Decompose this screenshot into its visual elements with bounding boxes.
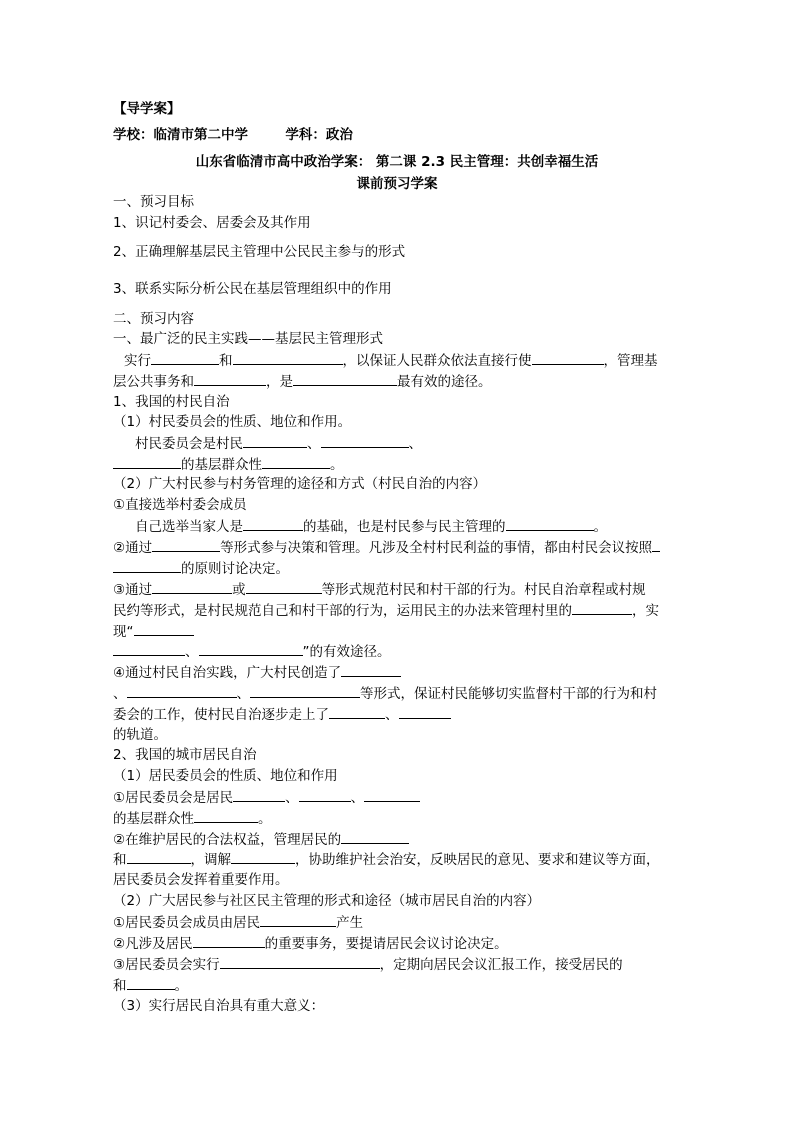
paragraph-line: 委会的工作，使村民自治逐步走上了 、 <box>113 704 451 725</box>
fill-blank[interactable] <box>299 787 351 802</box>
paragraph-line: 现“ <box>113 621 194 642</box>
fill-blank[interactable] <box>532 350 604 365</box>
fill-blank[interactable] <box>399 704 451 719</box>
fill-blank[interactable] <box>127 849 191 864</box>
paragraph-line: 村民委员会是村民 、 、 <box>135 433 422 454</box>
page-title: 山东省临清市高中政治学案： 第二课 2.3 民主管理：共创幸福生活 <box>195 154 599 170</box>
fill-blank[interactable] <box>193 933 265 948</box>
fill-blank[interactable] <box>329 704 385 719</box>
fill-blank[interactable] <box>231 849 295 864</box>
fill-blank[interactable] <box>243 516 303 531</box>
doc-tag: 【导学案】 <box>113 101 181 117</box>
fill-blank[interactable] <box>260 912 336 927</box>
fill-blank[interactable] <box>243 433 307 448</box>
goal-item-2: 2、正确理解基层民主管理中公民民主参与的形式 <box>113 244 406 260</box>
fill-blank[interactable] <box>113 558 181 573</box>
paragraph-line: 、 ”的有效途径。 <box>113 641 391 662</box>
fill-blank[interactable] <box>194 371 266 386</box>
paragraph-line: 的基层群众性 。 <box>113 454 344 475</box>
fill-blank[interactable] <box>341 829 409 844</box>
paragraph-line: ③通过 或 等形式规范村民和村干部的行为。村民自治章程或村规 <box>113 579 646 600</box>
paragraph-line: 居民委员会发挥着重要作用。 <box>113 872 289 888</box>
village-sub-1: （1）村民委员会的性质、地位和作用。 <box>113 414 352 430</box>
fill-blank[interactable] <box>246 579 322 594</box>
fill-blank[interactable] <box>113 454 181 469</box>
goals-heading: 一、预习目标 <box>113 194 194 210</box>
fill-blank[interactable] <box>293 371 397 386</box>
fill-blank[interactable] <box>572 600 632 615</box>
urban-sub-3: （3）实行居民自治具有重大意义： <box>113 998 325 1014</box>
school-subject-line <box>113 125 353 145</box>
subject-label: 学科：政治 <box>285 127 353 143</box>
fill-blank[interactable] <box>134 621 194 636</box>
fill-blank[interactable] <box>233 787 285 802</box>
fill-blank[interactable] <box>341 662 401 677</box>
page-subtitle: 课前预习学案 <box>356 176 438 192</box>
section-1-heading: 一、最广泛的民主实践——基层民主管理形式 <box>113 331 383 347</box>
fill-blank[interactable] <box>194 808 258 823</box>
content-heading: 二、预习内容 <box>113 311 194 327</box>
paragraph-line: ①居民委员会成员由居民 产生 <box>113 912 363 933</box>
urban-sub-2: （2）广大居民参与社区民主管理的形式和途径（城市居民自治的内容） <box>113 893 541 909</box>
school-label: 学校：临清市第二中学 <box>113 127 248 143</box>
fill-blank[interactable] <box>199 641 303 656</box>
fill-blank[interactable] <box>220 954 380 969</box>
paragraph-line: 的轨道。 <box>113 727 167 743</box>
paragraph-line: 和 。 <box>113 975 188 996</box>
fill-blank[interactable] <box>127 975 175 990</box>
paragraph-line: ②通过 等形式参与决策和管理。凡涉及全村村民利益的事情，都由村民会议按照 <box>113 537 660 558</box>
paragraph-line: ③居民委员会实行 ，定期向居民会议汇报工作，接受居民的 <box>113 954 623 975</box>
fill-blank[interactable] <box>151 350 219 365</box>
fill-blank[interactable] <box>250 683 360 698</box>
paragraph-line: ④通过村民自治实践，广大村民创造了 <box>113 662 401 683</box>
fill-blank[interactable] <box>262 454 330 469</box>
paragraph-line: 层公共事务和 ，是 最有效的途径。 <box>113 371 492 392</box>
fill-blank[interactable] <box>113 641 185 656</box>
fill-blank[interactable] <box>152 537 220 552</box>
paragraph-line: 的基层群众性 。 <box>113 808 272 829</box>
fill-blank[interactable] <box>321 433 409 448</box>
village-sub-2: （2）广大村民参与村务管理的途径和方式（村民自治的内容） <box>113 476 487 492</box>
village-item-1: ①直接选举村委会成员 <box>113 497 247 513</box>
paragraph-line: 实行 和 ，以保证人民群众依法直接行使 ，管理基 <box>124 350 658 371</box>
village-heading: 1、我国的村民自治 <box>113 394 230 410</box>
fill-blank[interactable] <box>364 787 420 802</box>
fill-blank[interactable] <box>652 537 660 552</box>
paragraph-line: 的原则讨论决定。 <box>113 558 289 579</box>
paragraph-line: ②凡涉及居民 的重要事务，要提请居民会议讨论决定。 <box>113 933 508 954</box>
goal-item-3: 3、联系实际分析公民在基层管理组织中的作用 <box>113 281 392 297</box>
paragraph-line: 自己选举当家人是 的基础，也是村民参与民主管理的 。 <box>135 516 607 537</box>
goal-item-1: 1、识记村委会、居委会及其作用 <box>113 215 311 231</box>
paragraph-line: ①居民委员会是居民 、 、 <box>113 787 420 808</box>
paragraph-line: 和 ，调解 ，协助维护社会治安，反映居民的意见、要求和建议等方面， <box>113 849 660 870</box>
paragraph-line: 民约等形式，是村民规范自己和村干部的行为，运用民主的办法来管理村里的 ，实 <box>113 600 659 621</box>
fill-blank[interactable] <box>506 516 594 531</box>
urban-heading: 2、我国的城市居民自治 <box>113 747 257 763</box>
fill-blank[interactable] <box>233 350 343 365</box>
urban-sub-1: （1）居民委员会的性质、地位和作用 <box>113 768 338 784</box>
paragraph-line: ②在维护居民的合法权益，管理居民的 <box>113 829 409 850</box>
fill-blank[interactable] <box>127 683 237 698</box>
fill-blank[interactable] <box>152 579 232 594</box>
paragraph-line: 、 、 等形式，保证村民能够切实监督村干部的行为和村 <box>113 683 657 704</box>
